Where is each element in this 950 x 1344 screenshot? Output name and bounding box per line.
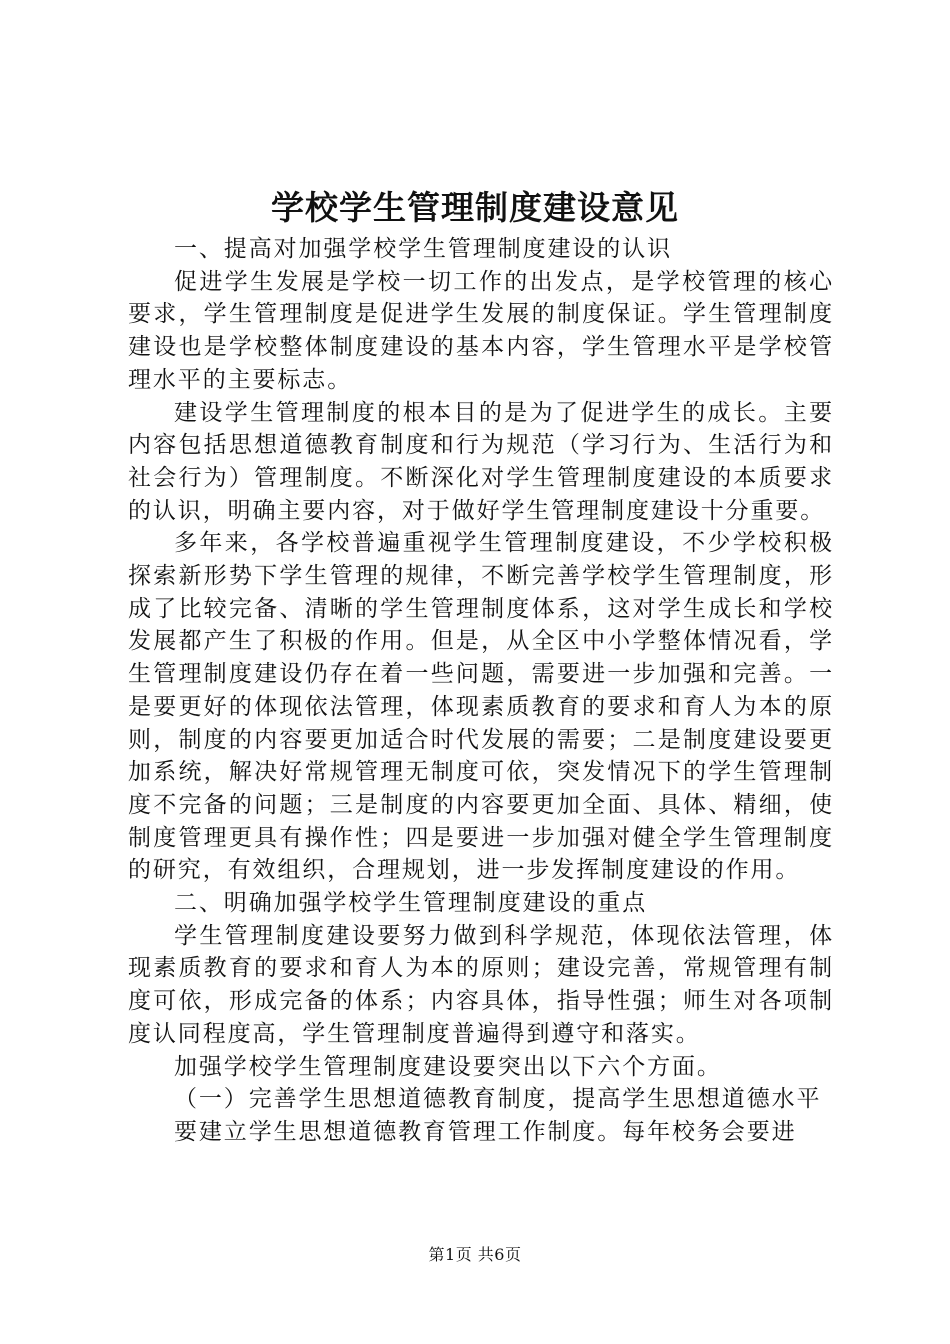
paragraph-6: 要建立学生思想道德教育管理工作制度。每年校务会要进: [174, 1118, 797, 1145]
paragraph-1: 促进学生发展是学校一切工作的出发点，是学校管理的核心要求，学生管理制度是促进学生发展的制度保证。学生管理制度建设也是学校整体制度建设的基本内容，学生管理水平是学校管理水平的主要标志。: [128, 268, 834, 393]
document-body: [128, 233, 834, 1149]
document-title: 学校学生管理制度建设意见: [271, 188, 679, 227]
paragraph-3: 多年来，各学校普遍重视学生管理制度建设，不少学校积极探索新形势下学生管理的规律，不断完善学校学生管理制度，形成了比较完备、清晰的学生管理制度体系，这对学生成长和学校发展都产生了积极的作用。但是，从全区中小学整体情况看，学生管理制度建设仍存在着一些问题，需要进一步加强和完善。一是要更好的体现依法管理，体现素质教育的要求和育人为本的原则，制度的内容要更加适合时代发展的需要；二是制度建设要更加系统，解决好常规管理无制度可依，突发情况下的学生管理制度不完备的问题；三是制度的内容要更加全面、具体、精细，使制度管理更具有操作性；四是要进一步加强对健全学生管理制度的研究，有效组织，合理规划，进一步发挥制度建设的作用。: [128, 530, 834, 884]
subsection-heading-1: （一）完善学生思想道德教育制度，提高学生思想道德水平: [174, 1086, 822, 1113]
section-heading-2: 二、明确加强学校学生管理制度建设的重点: [174, 890, 648, 917]
paragraph-4: 学生管理制度建设要努力做到科学规范，体现依法管理，体现素质教育的要求和育人为本的原则；建设完善，常规管理有制度可依，形成完备的体系；内容具体，指导性强；师生对各项制度认同程度高，学生管理制度普遍得到遵守和落实。: [128, 922, 834, 1047]
paragraph-5: 加强学校学生管理制度建设要突出以下六个方面。: [174, 1053, 722, 1080]
paragraph-2: 建设学生管理制度的根本目的是为了促进学生的成长。主要内容包括思想道德教育制度和行为规范（学习行为、生活行为和社会行为）管理制度。不断深化对学生管理制度建设的本质要求的认识，明确主要内容，对于做好学生管理制度建设十分重要。: [128, 399, 834, 524]
section-heading-1: 一、提高对加强学校学生管理制度建设的认识: [174, 236, 672, 262]
page-footer: 第1页 共6页: [428, 1245, 522, 1264]
